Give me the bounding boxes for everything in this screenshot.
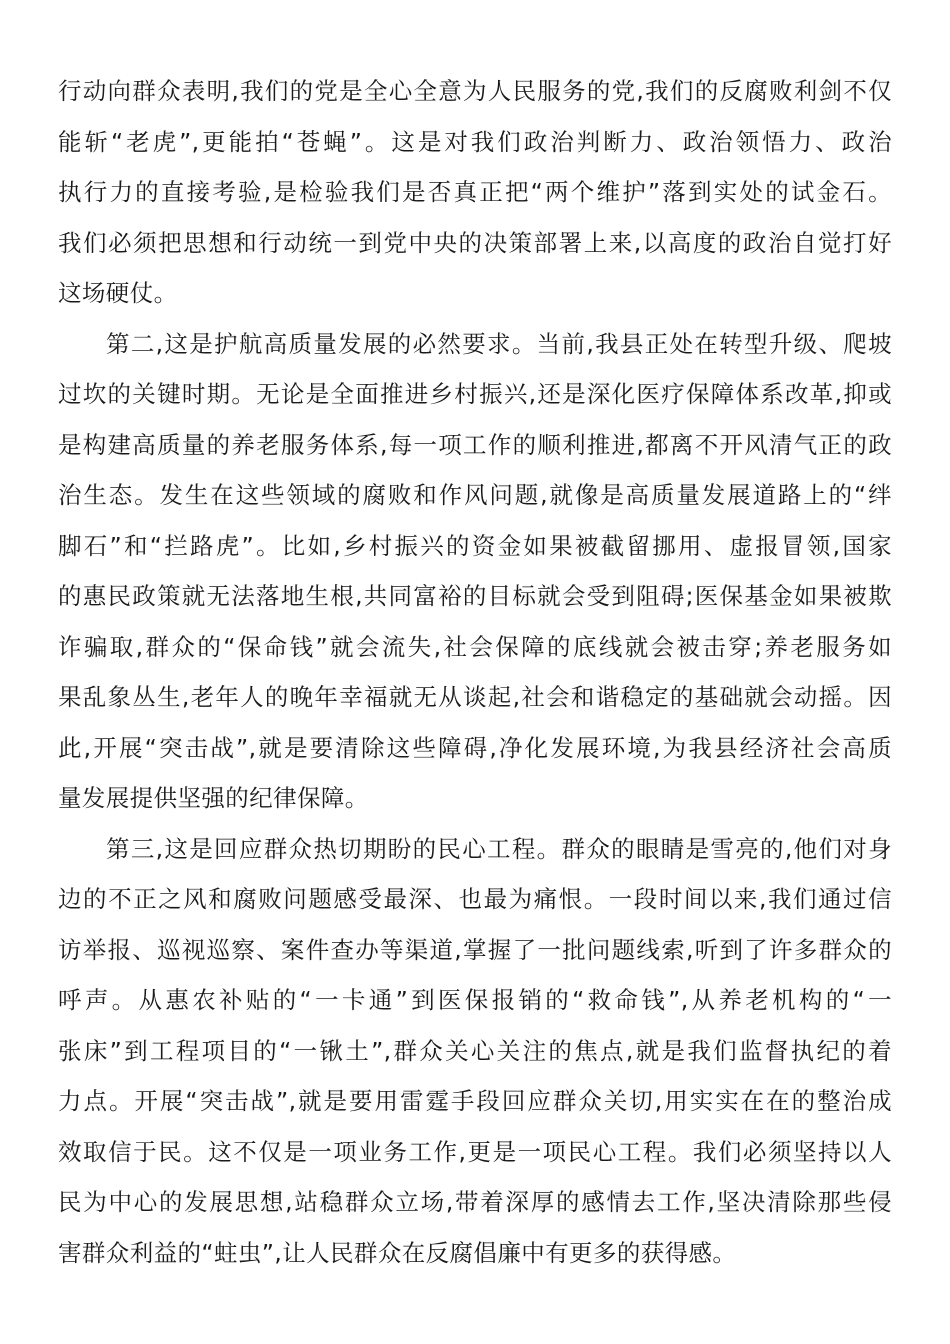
text-line: 此,开展“突击战”,就是要清除这些障碍,净化发展环境,为我县经济社会高质 xyxy=(58,733,892,762)
text-line: 力点。开展“突击战”,就是要用雷霆手段回应群众关切,用实实在在的整治成 xyxy=(58,1087,892,1115)
paragraph-3 xyxy=(58,824,892,1279)
document-page xyxy=(58,66,892,1278)
text-line: 边的不正之风和腐败问题感受最深、也最为痛恨。一段时间以来,我们通过信 xyxy=(58,885,892,913)
text-line: 访举报、巡视巡察、案件查办等渠道,掌握了一批问题线索,听到了许多群众的 xyxy=(58,935,892,964)
text-line: 脚石”和“拦路虎”。比如,乡村振兴的资金如果被截留挪用、虚报冒领,国家 xyxy=(58,531,892,560)
text-line: 治生态。发生在这些领域的腐败和作风问题,就像是高质量发展道路上的“绊 xyxy=(58,481,892,509)
text-line: 民为中心的发展思想,站稳群众立场,带着深厚的感情去工作,坚决清除那些侵 xyxy=(58,1188,892,1216)
text-line: 是构建高质量的养老服务体系,每一项工作的顺利推进,都离不开风清气正的政 xyxy=(58,430,892,459)
text-line: 效取信于民。这不仅是一项业务工作,更是一项民心工程。我们必须坚持以人 xyxy=(58,1137,892,1166)
text-line: 量发展提供坚强的纪律保障。 xyxy=(58,784,369,812)
text-line: 张床”到工程项目的“一锹土”,群众关心关注的焦点,就是我们监督执纪的着 xyxy=(58,1036,892,1065)
text-line: 害群众利益的“蛀虫”,让人民群众在反腐倡廉中有更多的获得感。 xyxy=(58,1238,737,1267)
text-line: 这场硬仗。 xyxy=(58,279,178,307)
text-line: 呼声。从惠农补贴的“一卡通”到医保报销的“救命钱”,从养老机构的“一 xyxy=(58,986,892,1014)
paragraph-2 xyxy=(58,319,892,824)
text-line: 第三,这是回应群众热切期盼的民心工程。群众的眼睛是雪亮的,他们对身 xyxy=(106,834,892,863)
text-line: 执行力的直接考验,是检验我们是否真正把“两个维护”落到实处的试金石。 xyxy=(58,178,892,206)
text-line: 过坎的关键时期。无论是全面推进乡村振兴,还是深化医疗保障体系改革,抑或 xyxy=(58,380,892,408)
paragraph-1 xyxy=(58,66,892,319)
text-line: 能斩“老虎”,更能拍“苍蝇”。这是对我们政治判断力、政治领悟力、政治 xyxy=(58,127,892,156)
text-line: 的惠民政策就无法落地生根,共同富裕的目标就会受到阻碍;医保基金如果被欺 xyxy=(58,582,892,610)
text-line: 我们必须把思想和行动统一到党中央的决策部署上来,以高度的政治自觉打好 xyxy=(58,228,892,257)
text-line: 第二,这是护航高质量发展的必然要求。当前,我县正处在转型升级、爬坡 xyxy=(106,329,892,358)
text-line: 果乱象丛生,老年人的晚年幸福就无从谈起,社会和谐稳定的基础就会动摇。因 xyxy=(58,683,892,711)
text-line: 行动向群众表明,我们的党是全心全意为人民服务的党,我们的反腐败利剑不仅 xyxy=(58,77,892,105)
text-line: 诈骗取,群众的“保命钱”就会流失,社会保障的底线就会被击穿;养老服务如 xyxy=(58,632,892,661)
